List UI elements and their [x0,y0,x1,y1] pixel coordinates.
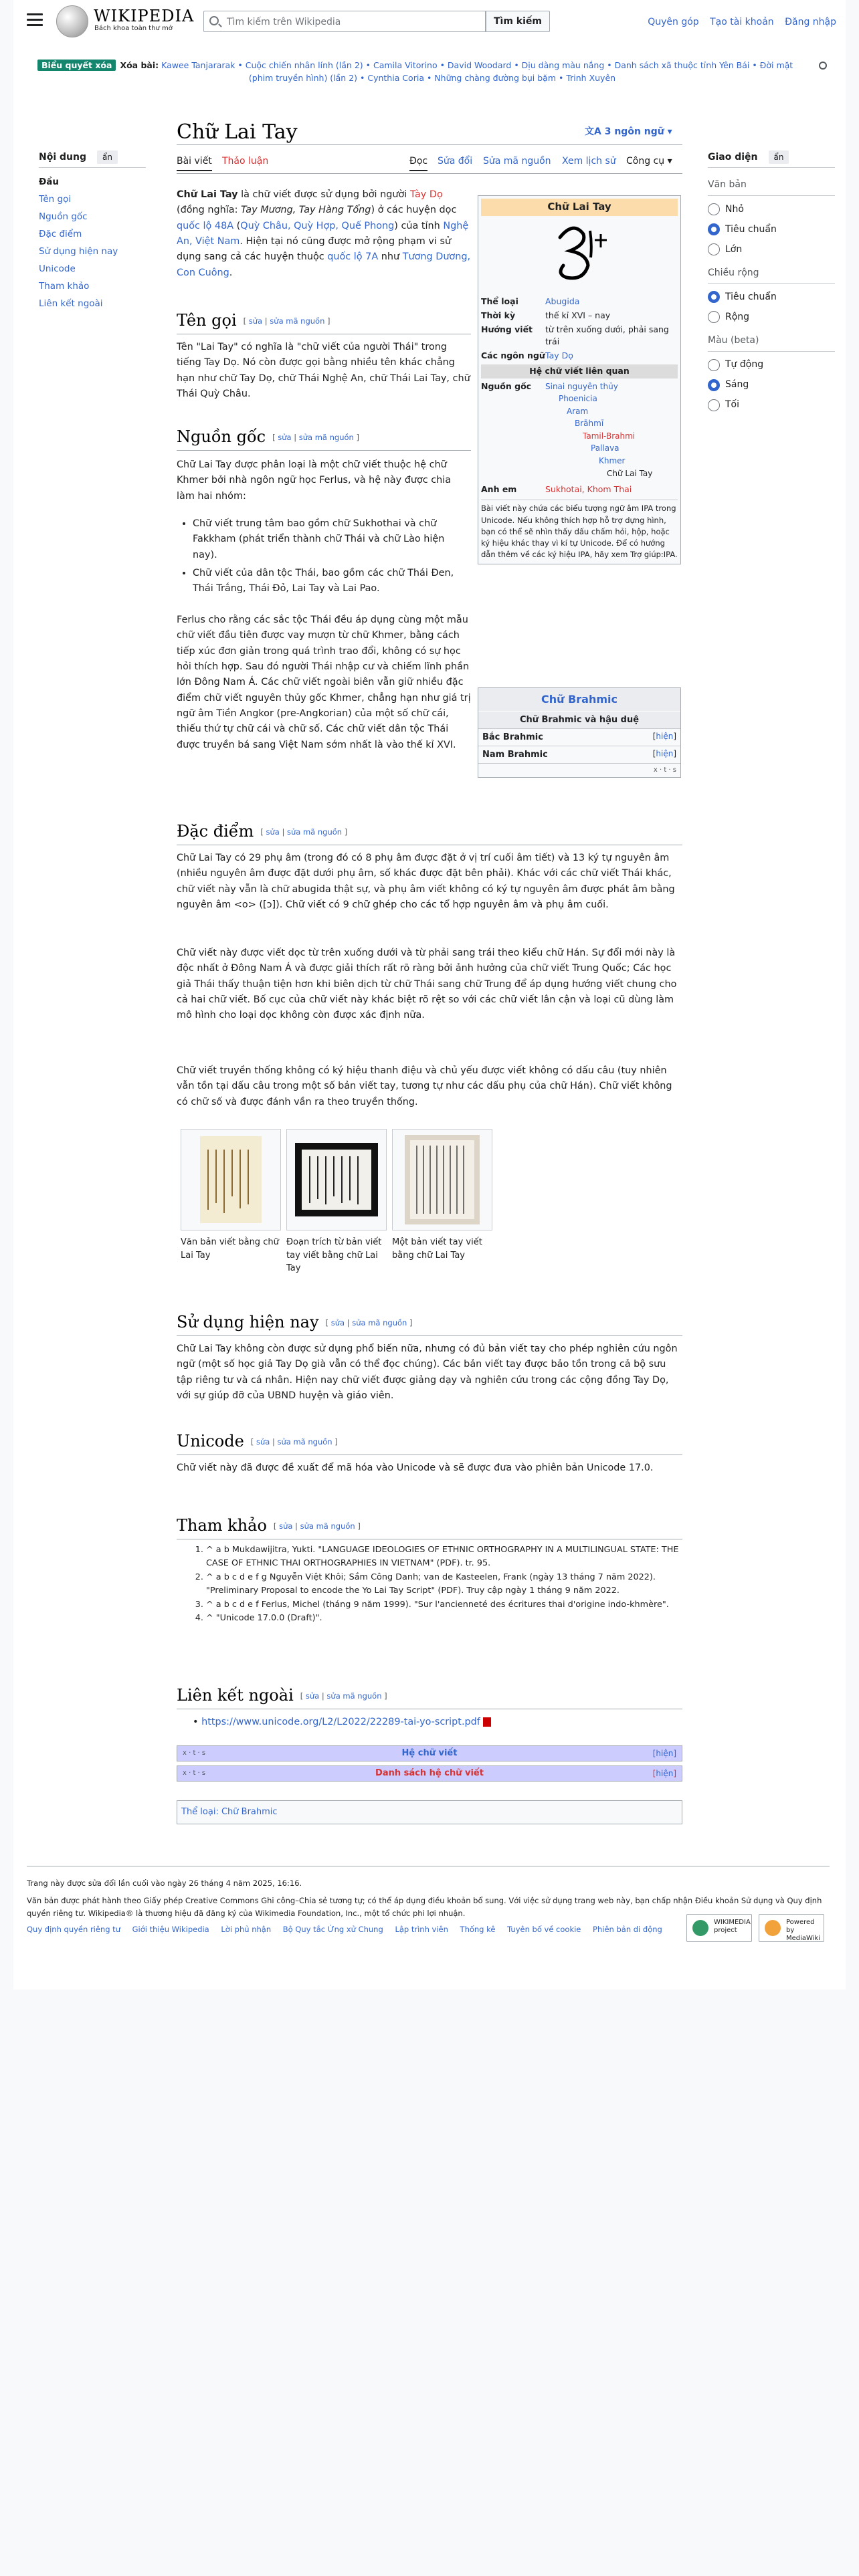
origin-paragraph-2: Ferlus cho rằng các sắc tộc Thái đều áp dụng cùng một mẫu chữ viết đầu tiên được vay mượn từ chữ Khmer, bằng cách tiếp xúc đơn giản trong quá trình trao đổi, không có sự học hỏi thích hợp. Sau đó người Thái nhập cư và chiếm lĩnh phần lớn Đông Nam Á. Các chữ viết ngoài biên vẫn giữ nhiều đặc điểm chữ viết nguyên thủy gốc Khmer, chẳng hạn như giá trị ngữ âm Tiền Angkor (pre-Angkorian) của một số chữ cái, thiếu thứ tự chữ cái và chữ số. Các chữ viết dân tộc Thái được truyền bá sang Việt Nam sớm nhất là vào thế kỉ XVI. [177,615,471,750]
gallery-image-1[interactable] [181,1129,281,1230]
footer-link-mobile[interactable]: Phiên bản di động [593,1924,662,1934]
appearance-heading: Giao diện [708,152,758,163]
heading-references: Tham khảo [ sửa | sửa mã nguồn ] [177,1515,682,1539]
infobox-row-languages: Các ngôn ngữ Tay Dọ [481,350,573,361]
infobox-related-heading: Hệ chữ viết liên quan [481,364,678,378]
script-glyph-image[interactable] [481,216,678,294]
features-paragraph-2: Chữ viết này được viết dọc từ trên xuống dưới và từ phải sang trái theo kiểu chữ Hán. Sự đổi mới này là độc nhất ở Đông Nam Á và được giải thích rất rõ ràng bởi ảnh hưởng của chữ viết Trung Quốc; Các học giả Thái thấy thuận tiện hơn khi biên dịch từ chữ Thái sang chữ Trung để áp dụng hướng viết chung cho cả hai chữ viết. Bố cục của chữ viết này khác biệt rõ rệt so với các chữ viết lân cận và loại cũ dùng làm mô hình cho loại dọc không còn được xác định nữa. [177,948,677,1021]
navbar-title[interactable]: Hệ chữ viết [401,1748,458,1758]
create-account-link[interactable]: Tạo tài khoản [710,17,774,27]
navbox-show-south[interactable]: hiện [656,748,674,758]
width-label: Chiều rộng [708,265,835,284]
navbox-row-north: Bắc Brahmic [hiện] [478,728,680,746]
footer-link-coc[interactable]: Bộ Quy tắc Ứng xử Chung [282,1924,383,1934]
wikipedia-globe-icon[interactable] [56,5,88,37]
deletion-list-1[interactable]: Kawee Tanjararak • Cuộc chiến nhân lính (lần 2) • Camila Vitorino • David Woodard • Dịu dàng màu nắng • Danh sách xã thuộc tỉnh Yên Bái • Đời mặt [161,60,793,70]
text-standard-radio[interactable]: Tiêu chuẩn [708,223,835,236]
unicode-paragraph: Chữ viết này đã được đề xuất để mã hóa vào Unicode và sẽ được đưa vào phiên bản Unicode 17.0. [177,1463,654,1473]
gear-icon[interactable] [819,62,827,70]
pdf-icon [483,1717,491,1727]
link-tuong-duong[interactable]: Tương Dương, Con Cuông [177,251,471,278]
ipa-note: Bài viết này chứa các biểu tượng ngữ âm IPA trong Unicode. Nếu không thích hợp hỗ trợ dựng hình, bạn có thể sẽ nhìn thấy dấu chấm hỏi, hộp, hoặc ký hiệu khác thay vì kí tự Unicode. Để có hướng dẫn thêm về các ký hiệu IPA, hãy xem Trợ giúp:IPA. [481,500,678,560]
origin-khmer[interactable]: Khmer [599,456,626,466]
reference-item[interactable]: 1. ^ a b Mukdawijitra, Yukti. "LANGUAGE IDEOLOGIES OF ETHNIC ORTHOGRAPHY IN A MULTILINGUAL STATE: THE CASE OF ETHNIC THAI ORTHOGRAPHIES IN VIETNAM" (PDF). tr. 95. [206,1543,682,1571]
login-link[interactable]: Đăng nhập [785,17,836,27]
toc-item-unicode[interactable]: Unicode [39,263,76,275]
wikimedia-badge[interactable]: WIKIMEDIA project [686,1914,752,1942]
navbox-row-south: Nam Brahmic [hiện] [478,746,680,763]
origin-brahmi[interactable]: Brāhmī [575,419,604,429]
navbar-writing-systems: x · t · s Hệ chữ viết [hiện] [177,1745,682,1761]
navbox-title[interactable]: Chữ Brahmic [478,688,680,711]
link-tay-do[interactable]: Tày Dọ [409,189,443,200]
toc-item-usage[interactable]: Sử dụng hiện nay [39,246,118,257]
site-notice [37,59,827,85]
license-text: Văn bản được phát hành theo Giấy phép Creative Commons Ghi công–Chia sẻ tương tự; có thể áp dụng điều khoản bổ sung. Với việc sử dụng trang web này, bạn chấp nhận Điều khoản Sử dụng và Quy định quyền riêng tư. Wikipedia® là thương hiệu đã đăng ký của Wikimedia Foundation, Inc., một tổ chức phi lợi nhuận. [27,1895,822,1919]
tools-label: Công cụ [626,156,665,167]
edit-src-origin[interactable]: sửa mã nguồn [298,433,354,443]
last-edited: Trang này được sửa đổi lần cuối vào ngày 26 tháng 4 năm 2025, 16:16. [27,1879,302,1888]
infobox-row-direction: Hướng viết từ trên xuống dưới, phải sang trái [481,324,669,347]
search-input[interactable] [203,11,486,32]
navbar-vte[interactable]: x · t · s [183,1749,206,1757]
color-auto-radio[interactable]: Tự động [708,358,835,372]
edit-src-refs[interactable]: sửa mã nguồn [300,1521,355,1531]
edit-src-links[interactable]: sửa mã nguồn [326,1691,382,1701]
translate-icon: 文A [585,126,605,137]
tab-history[interactable]: Xem lịch sử [562,156,616,167]
origin-phoenicia[interactable]: Phoenicia [559,394,597,404]
toc-item-features[interactable]: Đặc điểm [39,229,82,240]
personal-links [640,15,836,29]
toc-item-references[interactable]: Tham khảo [39,281,90,292]
infobox-row-period: Thời kỳ thế kỉ XVI – nay [481,310,611,320]
toc-hide-button[interactable]: ẩn [97,150,118,164]
tab-edit-source[interactable]: Sửa mã nguồn [483,156,551,167]
color-dark-radio[interactable]: Tối [708,399,835,412]
navbox-show-north[interactable]: hiện [656,731,674,741]
origin-list [177,516,471,600]
text-small-radio[interactable]: Nhỏ [708,203,835,216]
gallery-caption-1: Văn bản viết bằng chữ Lai Tay [181,1237,279,1261]
page-title: Chữ Lai Tay [177,120,298,144]
edit-usage[interactable]: sửa [330,1318,345,1328]
toc-heading: Nội dung [39,152,86,163]
toc-item-top[interactable]: Đầu [39,177,60,188]
tab-read[interactable]: Đọc [409,154,427,171]
origin-aram[interactable]: Aram [567,406,589,416]
language-count: 3 ngôn ngữ [604,126,664,137]
infobox-row-siblings: Anh em Sukhotai, Khom Thai [481,484,632,495]
usage-paragraph: Chữ Lai Tay không còn được sử dụng phổ biến nữa, nhưng có đủ bản viết tay cho phép nghiên cứu ngôn ngữ (một số học giả Tay Dọ già vẫn có thể đọc chúng). Các bản viết tay được bảo tồn trong cả bộ sưu tập riêng tư và cá nhân. Hiện nay chữ viết được giảng dạy và nghiên cứu trong các cộng đồng Tay Dọ, với sự giúp đỡ của UBND huyện và giáo viên. [177,1344,678,1401]
link-ql7a[interactable]: quốc lộ 7A [327,251,379,263]
heading-name: Tên gọi [ sửa | sửa mã nguồn ] [177,310,471,334]
title-divider [177,144,682,145]
category-box [177,1800,682,1824]
infobox-row-type: Thể loại Abugida [481,296,580,306]
footer-link-stats[interactable]: Thống kê [460,1924,496,1934]
donate-link[interactable]: Quyên góp [648,17,699,27]
gallery-image-2[interactable] [286,1129,387,1230]
tab-edit[interactable]: Sửa đổi [438,156,473,167]
edit-src-features[interactable]: sửa mã nguồn [286,827,343,837]
intro-paragraph: Chữ Lai Tay là chữ viết được sử dụng bởi người Tày Dọ (đồng nghĩa: Tay Mương, Tay Hàng Tổng) ở các huyện dọc quốc lộ 48A (Quỳ Châu, Quỳ Hợp, Quế Phong) của tỉnh Nghệ An, Việt Nam. Hiện tại nó cũng được mở rộng phạm vi sử dụng sang cả các huyện thuộc quốc lộ 7A như Tương Dương, Con Cuông. [177,189,471,278]
language-button[interactable]: 文A 3 ngôn ngữ ▾ [585,126,672,137]
origin-sinai[interactable]: Sinai nguyên thủy [545,381,618,391]
appearance-panel [708,150,835,412]
heading-origin: Nguồn gốc [ sửa | sửa mã nguồn ] [177,427,471,451]
navbox-subtitle: Chữ Brahmic và hậu duệ [478,711,680,728]
deletion-lead: Xóa bài: [120,60,159,70]
navbar-show[interactable]: hiện [656,1769,674,1778]
toc-item-origin[interactable]: Nguồn gốc [39,211,88,223]
features-paragraph-3: Chữ viết truyền thống không có ký hiệu thanh điệu và chủ yếu được viết không có dấu câu (tuy nhiên vẫn tồn tại dấu câu trong một số bản viết tay, tương tự như các dấu phụ của chữ Hán). Chữ viết không có chữ số và được đánh vần ra theo truyền thống. [177,1065,672,1107]
origin-lai-tay: Chữ Lai Tay [607,468,653,478]
references-list [177,1543,682,1626]
footer-link-disclaimer[interactable]: Lời phủ nhận [221,1924,272,1934]
tab-talk[interactable]: Thảo luận [222,156,269,167]
heading-external-links: Liên kết ngoài [ sửa | sửa mã nguồn ] [177,1685,682,1709]
navbar-title[interactable]: Danh sách hệ chữ viết [375,1768,484,1778]
image-gallery [177,1129,498,1276]
list-item: • Chữ viết của dân tộc Thái, bao gồm các chữ Thái Đen, Thái Trắng, Thái Đỏ, Lai Tay và Lai Pao. [193,566,471,597]
width-standard-radio[interactable]: Tiêu chuẩn [708,290,835,304]
infobox [478,195,681,564]
navbar-show[interactable]: hiện [656,1749,674,1758]
name-paragraph: Tên "Lai Tay" có nghĩa là "chữ viết của người Thái" trong tiếng Tay Dọ. Nó còn được gọi bằng nhiều tên khác chẳng hạn như chữ Tay Dọ, chữ Thái Nghệ An, chữ Thái Lai Tay, chữ Thái Quỳ Châu. [177,342,470,399]
toc-item-links[interactable]: Liên kết ngoài [39,298,103,310]
search-button[interactable]: Tìm kiếm [486,11,550,32]
logo-subtitle: Bách khoa toàn thư mở [94,25,173,32]
edit-refs[interactable]: sửa [279,1521,293,1531]
navbar-script-list: x · t · s Danh sách hệ chữ viết [hiện] [177,1765,682,1782]
reference-item[interactable]: 4. ^ "Unicode 17.0.0 (Draft)". [206,1612,682,1625]
heading-unicode: Unicode [ sửa | sửa mã nguồn ] [177,1431,682,1455]
edit-unicode[interactable]: sửa [256,1437,270,1447]
search-placeholder: Tìm kiếm trên Wikipedia [227,17,341,27]
mediawiki-badge[interactable]: Powered by MediaWiki [759,1914,824,1942]
mediawiki-icon [765,1920,781,1936]
list-item: • Chữ viết trung tâm bao gồm chữ Sukhothai và chữ Fakkham (phát triển thành chữ Thái và chữ Lào hiện nay). [193,516,471,563]
deletion-list-2[interactable]: (phim truyền hình) (lần 2) • Cynthia Coria • Những chàng đường bụi bặm • Trinh Xuyên [248,73,616,84]
page-footer [27,1866,830,1942]
gallery-caption-2: Đoạn trích từ bản viết tay viết bằng chữ Lai Tay [286,1237,382,1273]
category-link[interactable]: Chữ Brahmic [221,1807,278,1817]
reference-item[interactable]: 3. ^ a b c d e f Ferlus, Michel (tháng 9 năm 1999). "Sur l'ancienneté des écritures thai d'origine indo-khmère". [206,1598,682,1612]
link-districts[interactable]: Quỳ Châu, Quỳ Hợp, Quế Phong [240,220,395,231]
edit-features[interactable]: sửa [266,827,280,837]
infobox-title: Chữ Lai Tay [481,199,678,216]
table-of-contents [39,150,146,312]
origin-paragraph-1: Chữ Lai Tay được phân loại là một chữ viết thuộc hệ chữ Khmer bởi nhà ngôn ngữ học Ferlus, và hệ này được chia làm hai nhóm: [177,459,452,502]
tab-article[interactable]: Bài viết [177,154,212,171]
edit-src-name[interactable]: sửa mã nguồn [270,316,325,326]
toc-item-name[interactable]: Tên gọi [39,194,72,205]
origin-pallava[interactable]: Pallava [591,443,619,453]
wikimedia-icon [692,1920,708,1936]
category-label[interactable]: Thể loại: [181,1807,219,1817]
edit-links[interactable]: sửa [305,1691,320,1701]
reference-item[interactable]: 2. ^ a b c d e f g Nguyễn Việt Khôi; Sầm Công Danh; van de Kasteelen, Frank (ngày 13 tháng 7 năm 2022). "Preliminary Proposal to encode the Yo Lai Tay Script" (PDF). Truy cập ngày 1 tháng 9 năm 2022. [206,1571,682,1598]
gallery-caption-3: Một bản viết tay viết bằng chữ Lai Tay [392,1237,482,1261]
deletion-vote-pill[interactable]: Biểu quyết xóa [37,60,116,71]
navbar-vte[interactable]: x · t · s [183,1769,206,1777]
infobox-row-origin: Nguồn gốc Sinai nguyên thủy Phoenicia Aram Brāhmī Tamil-Brahmi Pallava Khmer Chữ Lai Tay [481,381,678,480]
menu-icon[interactable] [27,13,43,27]
origin-tamil-brahmi[interactable]: Tamil-Brahmi [583,431,636,441]
appearance-hide-button[interactable]: ẩn [769,150,789,164]
search-icon [209,16,219,25]
edit-src-usage[interactable]: sửa mã nguồn [352,1318,407,1328]
edit-origin[interactable]: sửa [278,433,292,443]
external-link-item: • https://www.unicode.org/L2/L2022/22289-tai-yo-script.pdf [177,1715,682,1730]
brahmic-navbox [478,687,681,778]
tab-tools[interactable]: Công cụ ▾ [626,156,672,167]
footer-link-about[interactable]: Giới thiệu Wikipedia [132,1924,209,1934]
logo-title[interactable]: WIKIPEDIA [94,7,195,25]
navbox-vte[interactable]: x · t · s [478,763,680,777]
link-nghe-an[interactable]: Nghệ An, Việt Nam [177,220,469,247]
link-ql48a[interactable]: quốc lộ 48A [177,220,234,231]
footer-link-developers[interactable]: Lập trình viên [395,1924,448,1934]
external-link[interactable]: https://www.unicode.org/L2/L2022/22289-tai-yo-script.pdf [201,1717,480,1727]
footer-link-cookies[interactable]: Tuyên bố về cookie [507,1924,581,1934]
page-tabs [177,152,682,174]
footer-link-privacy[interactable]: Quy định quyền riêng tư [27,1924,120,1934]
width-wide-radio[interactable]: Rộng [708,310,835,324]
edit-src-unicode[interactable]: sửa mã nguồn [277,1437,332,1447]
features-paragraph-1: Chữ Lai Tay có 29 phụ âm (trong đó có 8 phụ âm được đặt ở vị trí cuối âm tiết) và 13 ký tự nguyên âm (nhiều nguyên âm được đặt dưới phụ âm, số khác được đặt bên phải). Khác với các chữ viết Thái khác, chữ viết này vẫn là chữ abugida thật sự, và phụ âm viết không có ký tự nguyên âm được phát âm bằng nguyên âm <o> ([ɔ]). Chữ viết có 9 chữ ghép cho các tổ hợp nguyên âm và phụ âm cuối. [177,853,675,910]
edit-name[interactable]: sửa [248,316,263,326]
text-large-radio[interactable]: Lớn [708,243,835,256]
color-light-radio[interactable]: Sáng [708,379,835,392]
heading-usage: Sử dụng hiện nay [ sửa | sửa mã nguồn ] [177,1312,682,1336]
text-size-label: Văn bản [708,177,835,195]
site-header [27,0,836,43]
color-label: Màu (beta) [708,333,835,351]
gallery-image-3[interactable] [392,1129,492,1230]
heading-features: Đặc điểm [ sửa | sửa mã nguồn ] [177,821,682,845]
